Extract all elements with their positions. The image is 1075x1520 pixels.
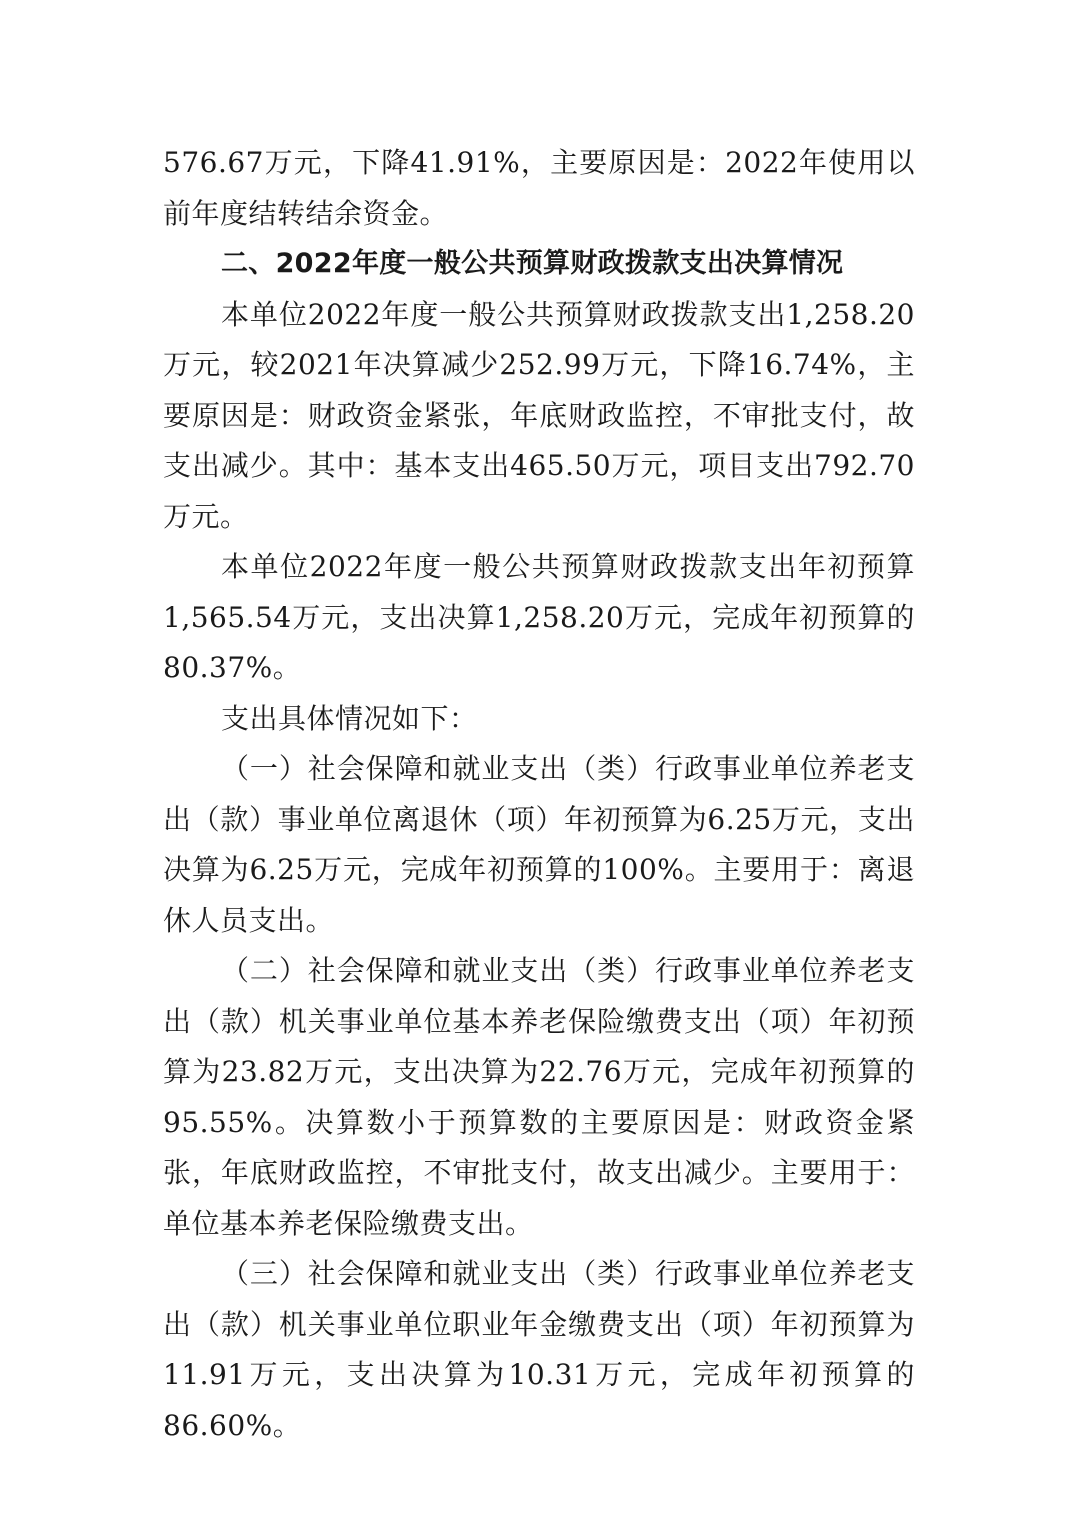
- paragraph: 支出具体情况如下：: [221, 701, 478, 735]
- section-heading: 二、2022年度一般公共预算财政拨款支出决算情况: [221, 248, 844, 279]
- paragraph: 本单位2022年度一般公共预算财政拨款支出年初预算1,565.54万元，支出决算1,258.20万元，完成年初预算的80.37%。: [163, 550, 915, 684]
- document-body: [163, 138, 915, 1451]
- paragraph: （一）社会保障和就业支出（类）行政事业单位养老支出（款）事业单位离退休（项）年初预算为6.25万元，支出决算为6.25万元，完成年初预算的100%。主要用于：离退休人员支出。: [163, 752, 915, 937]
- paragraph-continuation: 576.67万元，下降41.91%，主要原因是：2022年使用以前年度结转结余资金。: [163, 146, 915, 230]
- paragraph: （三）社会保障和就业支出（类）行政事业单位养老支出（款）机关事业单位职业年金缴费支出（项）年初预算为11.91万元，支出决算为10.31万元，完成年初预算的86.60%。: [163, 1257, 915, 1442]
- paragraph: 本单位2022年度一般公共预算财政拨款支出1,258.20万元，较2021年决算减少252.99万元，下降16.74%，主要原因是：财政资金紧张，年底财政监控，不审批支付，故支出减少。其中：基本支出465.50万元，项目支出792.70万元。: [163, 297, 915, 533]
- paragraph: （二）社会保障和就业支出（类）行政事业单位养老支出（款）机关事业单位基本养老保险缴费支出（项）年初预算为23.82万元，支出决算为22.76万元，完成年初预算的95.55%。决算数小于预算数的主要原因是：财政资金紧张，年底财政监控，不审批支付，故支出减少。主要用于：单位基本养老保险缴费支出。: [163, 954, 915, 1240]
